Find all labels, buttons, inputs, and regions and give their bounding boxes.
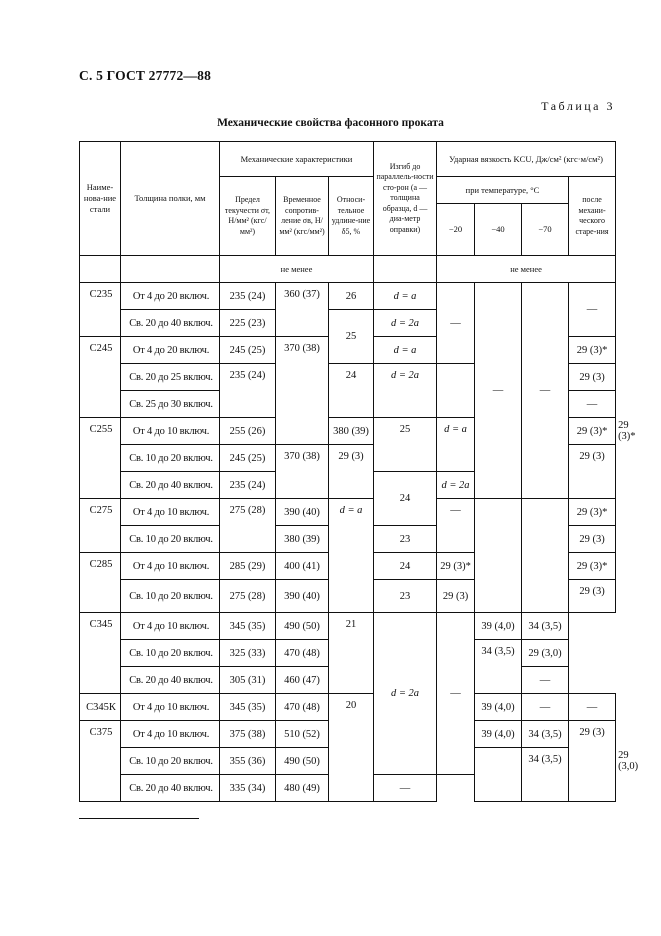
elongation-cell: 25 [374,418,437,472]
impact-40-cell: 39 (4,0) [475,694,522,721]
aging-cell: 29 (3) [569,721,616,802]
aging-cell: — [569,391,616,418]
impact-40-cell: — [475,283,522,499]
impact-70-cell: 29 (3,0) [522,640,569,667]
impact-20-cell: 29 (3) [329,445,374,499]
thickness-cell: Св. 20 до 40 включ. [121,310,220,337]
col-header-yield: Предел текучести σт, Н/мм² (кгс/мм²) [220,177,276,256]
tensile-cell: 480 (49) [276,775,329,802]
thickness-cell: Св. 20 до 40 включ. [121,775,220,802]
elongation-cell: 21 [329,613,374,694]
not-less-label: не менее [437,256,616,283]
impact-40-cell: 39 (4,0) [475,721,522,748]
impact-70-cell: — [522,283,569,499]
impact-70-cell: — [522,694,569,721]
tensile-cell: 370 (38) [276,445,329,499]
table-title: Механические свойства фасонного проката [217,117,444,129]
yield-cell: 275 (28) [220,499,276,553]
impact-70-cell: 34 (3,5) [522,721,569,748]
aging-cell: — [569,283,616,337]
impact-20-cell [437,364,475,418]
tensile-cell: 470 (48) [276,694,329,721]
elongation-cell: 24 [374,472,437,526]
bend-cell: d = a [374,337,437,364]
tensile-cell: 510 (52) [276,721,329,748]
col-header-mech-group: Механические характеристики [220,142,374,177]
table-number: Таблица 3 [541,99,615,113]
thickness-cell: От 4 до 10 включ. [121,418,220,445]
impact-40-cell: 34 (3,5) [475,640,522,694]
thickness-cell: Св. 10 до 20 включ. [121,748,220,775]
thickness-cell: От 4 до 10 включ. [121,613,220,640]
not-less-label: не менее [220,256,374,283]
impact-20-cell: — [437,613,475,775]
yield-cell: 245 (25) [220,445,276,472]
yield-cell: 275 (28) [220,580,276,613]
bend-cell: d = 2a [374,613,437,775]
tensile-cell: 390 (40) [276,580,329,613]
steel-grade: С245 [80,337,121,418]
impact-20-cell: — [437,283,475,364]
thickness-cell: От 4 до 10 включ. [121,721,220,748]
col-header-temp-group: при температуре, °С [437,177,569,204]
yield-cell: 355 (36) [220,748,276,775]
impact-20-cell [475,748,522,802]
tensile-cell: 490 (50) [276,748,329,775]
bend-cell: d = a [374,283,437,310]
yield-cell: 285 (29) [220,553,276,580]
col-header-t20: −20 [437,204,475,256]
yield-cell: 305 (31) [220,667,276,694]
yield-cell: 335 (34) [220,775,276,802]
impact-70-cell: — [522,667,569,694]
yield-cell: 235 (24) [220,472,276,499]
thickness-cell: От 4 до 20 включ. [121,283,220,310]
aging-cell: 29 (3)* [569,553,616,580]
impact-70-cell [522,499,569,613]
bend-cell: d = 2a [374,364,437,418]
thickness-cell: Св. 20 до 40 включ. [121,472,220,499]
thickness-cell: От 4 до 10 включ. [121,553,220,580]
yield-cell: 345 (35) [220,694,276,721]
col-header-thickness: Толщина полки, мм [121,142,220,256]
impact-20-cell: — [437,499,475,553]
elongation-cell: 24 [329,364,374,418]
yield-cell: 235 (24) [220,283,276,310]
elongation-cell: 20 [329,694,374,802]
impact-40-cell: 39 (4,0) [475,613,522,640]
thickness-cell: От 4 до 10 включ. [121,694,220,721]
thickness-cell: Св. 10 до 20 включ. [121,445,220,472]
aging-cell: 29 (3) [569,526,616,553]
col-header-grade: Наиме-нова-ние стали [80,142,121,256]
tensile-cell: 400 (41) [276,553,329,580]
aging-cell: 29 (3)* [569,499,616,526]
impact-20-cell: 29 (3) [437,580,475,613]
thickness-cell: Св. 10 до 20 включ. [121,580,220,613]
col-header-aging: после механи-ческого старе-ния [569,177,616,256]
bend-cell: d = 2a [437,472,475,499]
aging-cell: 29 (3) [569,445,616,499]
col-header-bend: Изгиб до параллель-ности сто-рон (а — толщина образца, d — диа-метр оправки) [374,142,437,256]
col-header-t70: −70 [522,204,569,256]
elongation-cell: 26 [329,283,374,310]
elongation-cell: 23 [374,580,437,613]
tensile-cell: 490 (50) [276,613,329,640]
yield-cell: 345 (35) [220,613,276,640]
thickness-cell: Св. 20 до 40 включ. [121,667,220,694]
impact-40-cell: 34 (3,5) [522,748,569,802]
impact-70-cell: 34 (3,5) [522,613,569,640]
elongation-cell: 24 [374,553,437,580]
thickness-cell: Св. 10 до 20 включ. [121,640,220,667]
yield-cell: 375 (38) [220,721,276,748]
yield-cell: 245 (25) [220,337,276,364]
impact-70-cell: — [374,775,437,802]
impact-20-cell: 29 (3)* [437,553,475,580]
elongation-cell: 25 [329,310,374,364]
thickness-cell: От 4 до 10 включ. [121,499,220,526]
yield-cell: 235 (24) [220,364,276,418]
steel-grade: С345К [80,694,121,721]
col-header-tensile: Временное сопротив-ление σв, Н/мм² (кгс/мм²) [276,177,329,256]
yield-cell: 255 (26) [220,418,276,445]
tensile-cell: 360 (37) [276,283,329,337]
thickness-cell: Св. 25 до 30 включ. [121,391,220,418]
tensile-cell: 380 (39) [276,526,329,553]
steel-grade: С255 [80,418,121,499]
aging-cell: 29 (3)* [569,337,616,364]
impact-40-cell [475,499,522,613]
yield-cell: 225 (23) [220,310,276,337]
aging-cell: 29 (3) [569,580,616,613]
tensile-cell: 370 (38) [276,337,329,445]
tensile-cell: 460 (47) [276,667,329,694]
steel-grade: С275 [80,499,121,553]
tensile-cell: 380 (39) [329,418,374,445]
steel-grade: С375 [80,721,121,802]
thickness-cell: Св. 20 до 25 включ. [121,364,220,391]
steel-grade: С285 [80,553,121,613]
bend-cell: d = a [437,418,475,472]
tensile-cell: 470 (48) [276,640,329,667]
steel-grade: С345 [80,613,121,694]
bend-cell: d = a [329,499,374,613]
yield-cell: 325 (33) [220,640,276,667]
impact-20-cell: 29 (3)* [569,418,616,445]
thickness-cell: Св. 10 до 20 включ. [121,526,220,553]
col-header-impact-group: Ударная вязкость KCU, Дж/см² (кгс·м/см²) [437,142,616,177]
aging-cell: 29 (3) [569,364,616,391]
elongation-cell: 23 [374,526,437,553]
col-header-elongation: Относи-тельное удлине-ние δ5, % [329,177,374,256]
mechanical-properties-table: Наиме-нова-ние стали Толщина полки, мм Механические характеристики Изгиб до параллель-ности сто-рон (а — толщина образца, d — диа-метр оправки) Ударная вязкость KCU, Дж/см² (кгс·м/см²) Предел текучести σт, Н/мм² (кгс/мм²) Временное сопротив-ление σв, Н/мм² (кгс/мм²) Относи-тельное удлине-ние δ5, % при температуре, °С после механи-ческого старе-ния −20 −40 −70 не менее не менее С235 От 4 до 20 включ. 235 (24) 360 (37) 26 d = a — — — — Св. 20 до 40 включ. 225 (23) 25 d = 2a С245 От 4 до 20 включ. 245 (25) 370 (38) d = a 29 (3)* Св. 20 до 25 включ. 235 (24) 24 d = 2a 29 (3) Св. 25 до 30 включ. — С255 От 4 до 10 включ. 255 (26) 380 (39) 25 d = a 29 (3)* 29 (3)* Св. 10 до 20 включ. 245 (25) 370 (38) 29 (3) 29 (3) Св. 20 до 40 включ. 235 (24) 24 d = 2a С275 От 4 до 10 включ. 275 (28) 390 (40) d = a — 29 (3)* Св. 10 до 20 включ. 380 (39) 23 29 (3) С285 От 4 до 10 включ. 285 (29) 400 (41) 24 29 (3)* 29 (3)* Св. 10 до 20 включ. 275 (28) 390 (40) 23 29 (3) 29 (3) С345 От 4 до 10 включ. 345 (35) 490 (50) 21 d = 2a — 39 (4,0) 34 (3,5) Св. 10 до 20 включ. 325 (33) 470 (48) 34 (3,5) 29 (3,0) Св. 20 до 40 включ. 305 (31) 460 (47) — С345К От 4 до 10 включ. 345 (35) 470 (48) 20 39 (4,0) — — С375 От 4 до 10 включ. 375 (38) 510 (52) 39 (4,0) 34 (3,5) 29 (3) Св. 10 до 20 включ. 355 (36) 490 (50) 34 (3,5) 29 (3,0) Св. 20 до 40 включ. 335 (34) 480 (49) — [79,141,616,802]
steel-grade: С235 [80,283,121,337]
tensile-cell: 390 (40) [276,499,329,526]
aging-cell: — [569,694,616,721]
col-header-t40: −40 [475,204,522,256]
thickness-cell: От 4 до 20 включ. [121,337,220,364]
page-header: С. 5 ГОСТ 27772—88 [79,68,212,83]
bend-cell: d = 2a [374,310,437,337]
